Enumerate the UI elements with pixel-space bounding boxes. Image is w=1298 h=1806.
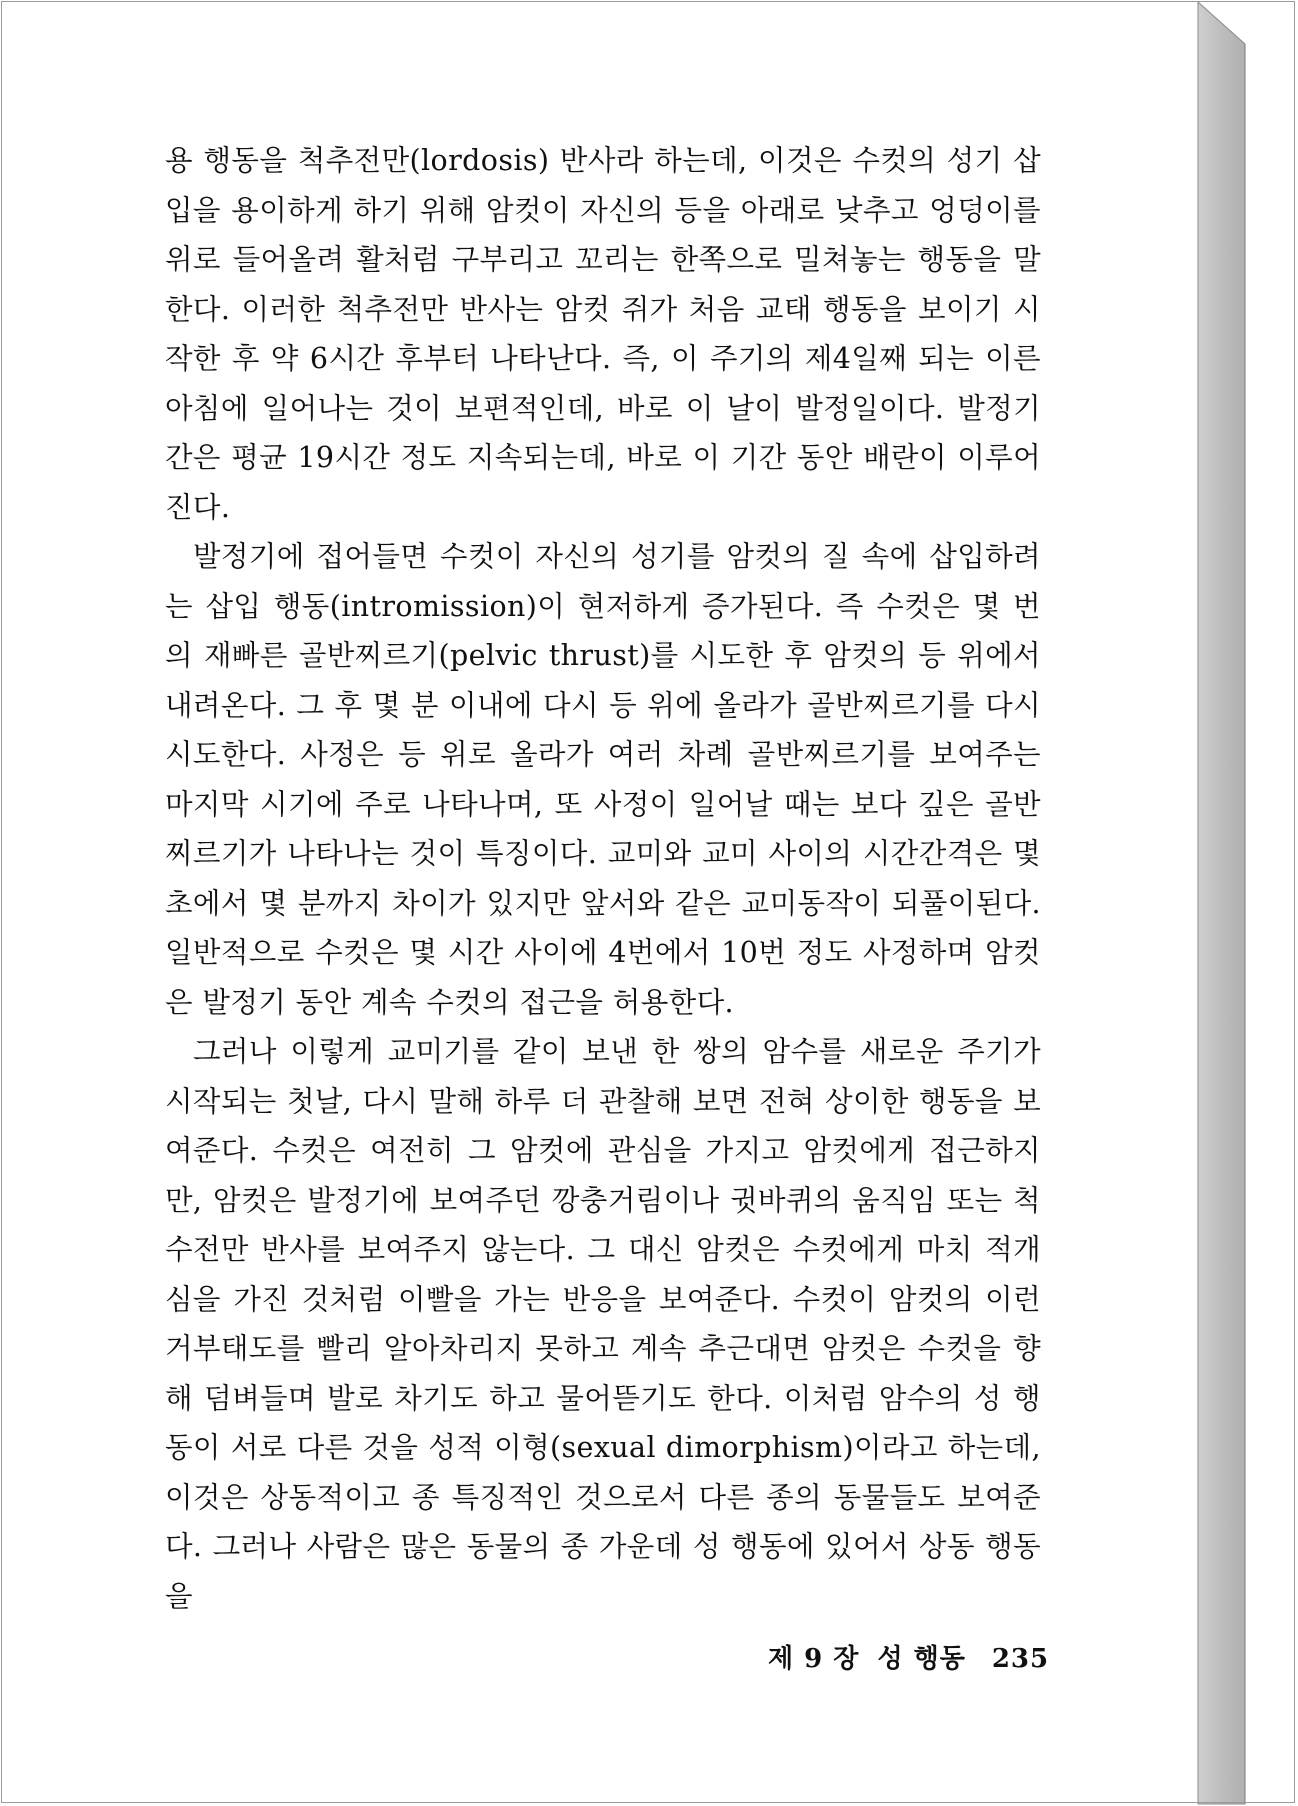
footer-section-title: 성 행동 [877,1644,966,1674]
paragraph-1: 용 행동을 척추전만(lordosis) 반사라 하는데, 이것은 수컷의 성기 삽입을 용이하게 하기 위해 암컷이 자신의 등을 아래로 낮추고 엉덩이를 위로 들어올려 활처럼 구부리고 꼬리는 한쪽으로 밀쳐놓는 행동을 말한다. 이러한 척추전만 반사는 암컷 쥐가 처음 교태 행동을 보이기 시작한 후 약 6시간 후부터 나타난다. 즉, 이 주기의 제4일째 되는 이른 아침에 일어나는 것이 보편적인데, 바로 이 날이 발정일이다. 발정기간은 평균 19시간 정도 지속되는데, 바로 이 기간 동안 배란이 이루어진다. [165,144,1041,524]
footer-chapter: 제 9 장 [768,1644,860,1674]
running-footer [768,1638,1068,1678]
paragraph-3: 그러나 이렇게 교미기를 같이 보낸 한 쌍의 암수를 새로운 주기가 시작되는 첫날, 다시 말해 하루 더 관찰해 보면 전혀 상이한 행동을 보여준다. 수컷은 여전히 그 암컷에 관심을 가지고 암컷에게 접근하지만, 암컷은 발정기에 보여주던 깡충거림이나 귓바퀴의 움직임 또는 척수전만 반사를 보여주지 않는다. 그 대신 암컷은 수컷에게 마치 적개심을 가진 것처럼 이빨을 가는 반응을 보여준다. 수컷이 암컷의 이런 거부태도를 빨리 알아차리지 못하고 계속 추근대면 암컷은 수컷을 향해 덤벼들며 발로 차기도 하고 물어뜯기도 한다. 이처럼 암수의 성 행동이 서로 다른 것을 성적 이형(sexual dimorphism)이라고 하는데, 이것은 상동적이고 종 특징적인 것으로서 다른 종의 동물들도 보여준다. 그러나 사람은 많은 동물의 종 가운데 성 행동에 있어서 상동 행동을 [165,1035,1041,1613]
paragraph-2: 발정기에 접어들면 수컷이 자신의 성기를 암컷의 질 속에 삽입하려는 삽입 행동(intromission)이 현저하게 증가된다. 즉 수컷은 몇 번의 재빠른 골반찌르기(pelvic thrust)를 시도한 후 암컷의 등 위에서 내려온다. 그 후 몇 분 이내에 다시 등 위에 올라가 골반찌르기를 다시 시도한다. 사정은 등 위로 올라가 여러 차례 골반찌르기를 보여주는 마지막 시기에 주로 나타나며, 또 사정이 일어날 때는 보다 깊은 골반찌르기가 나타나는 것이 특징이다. 교미와 교미 사이의 시간간격은 몇 초에서 몇 분까지 차이가 있지만 앞서와 같은 교미동작이 되풀이된다. 일반적으로 수컷은 몇 시간 사이에 4번에서 10번 정도 사정하며 암컷은 발정기 동안 계속 수컷의 접근을 허용한다. [165,540,1041,1019]
page-number: 235 [991,1644,1050,1674]
body-text [165,136,1041,1621]
